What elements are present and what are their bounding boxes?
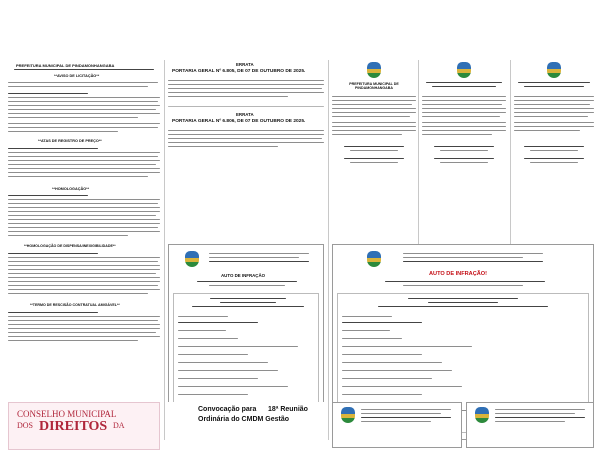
municipal-crest-icon: [475, 407, 489, 423]
bottom-notice-box-1: [332, 402, 462, 448]
section-heading-homologacao: **HOMOLOGAÇÃO**: [52, 187, 90, 191]
infraction-notice-title-2: AUTO DE INFRAÇÃO!: [429, 271, 488, 277]
column-header: PREFEITURA MUNICIPAL DE PINDAMONHANGABA: [16, 63, 115, 68]
conselho-title-line-2-c: DA: [113, 421, 125, 430]
column-errata: [168, 60, 324, 190]
section-heading-dispensa: **HOMOLOGAÇÃO DE DISPENSA/INEXIGIBILIDADE**: [24, 244, 116, 248]
column-municipal-notice-1: [332, 60, 416, 240]
column-divider: [164, 60, 165, 440]
municipal-crest-icon: [457, 62, 471, 78]
municipal-crest-icon: [341, 407, 355, 423]
errata-1-title: ERRATA: [236, 62, 254, 67]
municipal-crest-icon: [185, 251, 199, 267]
errata-2-subtitle: PORTARIA GERAL Nº 6.806, DE 07 DE OUTUBRO DE 2025.: [172, 119, 306, 124]
column-municipal-notice-2: [422, 60, 506, 240]
conselho-title-line-2-a: DOS: [17, 421, 34, 430]
convocacao-line-1: Convocação para: [198, 406, 257, 413]
convocacao-line-3: Ordinária do CMDM Gestão: [198, 416, 290, 423]
municipal-crest-icon: [367, 62, 381, 78]
conselho-title-line-2-b: DIREITOS: [39, 419, 108, 434]
column-divider: [510, 60, 511, 245]
municipal-crest-icon: [547, 62, 561, 78]
municipal-crest-icon: [367, 251, 381, 267]
convocacao-banner: [168, 402, 324, 448]
convocacao-line-2: 18ª Reunião: [268, 406, 308, 413]
bottom-notice-box-2: [466, 402, 594, 448]
section-heading-atas: **ATAS DE REGISTRO DE PREÇO**: [38, 139, 102, 143]
column-licitacoes: [8, 60, 160, 440]
errata-2-title: ERRATA: [236, 112, 254, 117]
conselho-banner: [8, 402, 160, 450]
municipal-notice-header: PREFEITURA MUNICIPAL DE PINDAMONHANGABA: [349, 82, 399, 91]
column-divider: [418, 60, 419, 245]
conselho-title-line-1: CONSELHO MUNICIPAL: [17, 409, 117, 419]
errata-1-subtitle: PORTARIA GERAL Nº 6.805, DE 07 DE OUTUBRO DE 2025.: [172, 69, 306, 74]
column-municipal-notice-3: [514, 60, 594, 240]
infraction-notice-title: AUTO DE INFRAÇÃO: [221, 273, 266, 278]
column-divider: [328, 60, 329, 440]
section-heading-termo: **TERMO DE RESCISÃO CONTRATUAL AMIGÁVEL**: [30, 303, 120, 307]
section-heading-aviso: **AVISO DE LICITAÇÃO**: [54, 74, 100, 78]
